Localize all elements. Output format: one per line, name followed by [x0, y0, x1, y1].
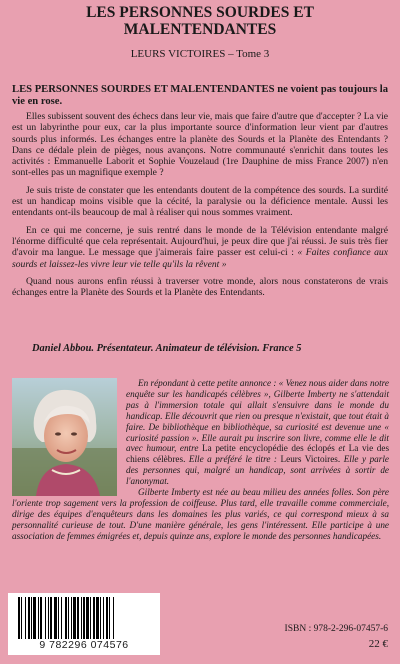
barcode-bar — [18, 597, 20, 639]
barcode-bar — [25, 597, 26, 639]
author-photo — [12, 378, 122, 496]
barcode-bar — [109, 597, 110, 639]
bio-1g: Elle y parle des personnes qui, malgré un handicap, sont arrivées à sortir de l'anonymat. — [126, 454, 389, 487]
bio-book-1: La petite encyclopédie des éclopés — [202, 443, 335, 454]
barcode-bar — [81, 597, 82, 639]
barcode-bar — [73, 597, 76, 639]
paragraph-2: Je suis triste de constater que les entendants doutent de la compétence des sourds. La surdité est un handicap moins visible que la cécité, la paralysie ou la déficience mentale. Aussi les entendants ont-ils beaucoup de mal à réaliser qui nous sommes vraiment. — [12, 184, 388, 219]
paragraph-3-text: En ce qui me concerne, je suis rentré dans le monde de la Télévision entendante malgré l'énorme difficulté que cela représentait. Aujourd'hui, je peux dire que j'ai réussi. Je suis très fier d'avoir ma langue. Le message que j'aimerais faire passer est celui-ci : — [12, 224, 388, 259]
barcode-bar — [93, 597, 95, 639]
barcode-bar — [50, 597, 52, 639]
barcode-bar — [68, 597, 69, 639]
bio-1e: Elle a préféré le titre : — [185, 454, 281, 465]
barcode-bar — [65, 597, 67, 639]
barcode-bar — [58, 597, 59, 639]
bio-book-2: La vie des chiens célèbres. — [126, 443, 390, 465]
barcode-bar — [113, 597, 114, 639]
barcode-bar — [61, 597, 62, 639]
book-title — [0, 4, 400, 38]
barcode-bar — [103, 597, 104, 639]
barcode-bar — [54, 597, 57, 639]
title-line-1: LES PERSONNES SOURDES ET — [86, 4, 314, 21]
barcode-bar — [40, 597, 42, 639]
barcode-bar — [77, 597, 79, 639]
author-photo-image — [12, 378, 117, 496]
barcode-bar — [90, 597, 91, 639]
barcode-bar — [33, 597, 36, 639]
quote-text: « Faites confiance aux sourds et laissez-les vivre leur vie telle qu'ils la rêvent » — [12, 247, 388, 270]
paragraph-4: Quand nous aurons enfin réussi à traverser votre monde, alors nous constaterons de vrais échanges entre la Planète des Sourds et la Planète des Entendants. — [12, 275, 388, 299]
barcode-bar — [45, 597, 46, 639]
bio-paragraph-2: Gilberte Imberty est née au beau milieu des années folles. Son père l'oriente trop sagement vers la profession de coiffeuse. Plus tard, elle travaille comme commerciale, dirige des équipes d'enquêteurs dans les domaines les plus variés, ce qui correspond mieux à sa personnalité curieuse de tout. D'une manière générale, les gens l'intéressent. Elle participe à une association de femmes émigrées et, depuis quinze ans, explore le monde des personnes handicapées. — [12, 487, 389, 541]
barcode-bar — [86, 597, 89, 639]
barcode-bar — [21, 597, 22, 639]
barcode-bar — [31, 597, 32, 639]
barcode-bar — [100, 597, 101, 639]
bio-1a: En répondant à cette petite annonce : « Venez nous aider dans notre enquête sur les handicapés célèbres », Gilberte Imberty ne s'attendait pas à l'immersion totale qui allait s'ensuivre dans le monde du handicap. Elle découvrit que rien ou presque n'existait, que tout était à faire. De bibliothèque en bibliothèque, sa curiosité est devenue une « curiosité passion ». Elle aurait pu inscrire son livre, comme elle le dit avec humour, entre — [126, 378, 389, 454]
barcode-bar — [28, 597, 30, 639]
barcode-bar — [71, 597, 72, 639]
lead-paragraph — [12, 84, 388, 108]
lead-bold: LES PERSONNES SOURDES ET MALENTENDANTES — [12, 84, 275, 95]
preface-text — [12, 84, 388, 304]
barcode-bar — [83, 597, 85, 639]
author-bio — [12, 378, 389, 542]
bio-book-3: Leurs Victoires. — [280, 454, 341, 465]
barcode-bar — [38, 597, 39, 639]
barcode-bars — [14, 597, 154, 639]
title-line-2: MALENTENDANTES — [123, 21, 277, 38]
paragraph-3 — [12, 225, 388, 270]
price: 22 € — [368, 638, 388, 650]
barcode-number: 9 782296 074576 — [39, 639, 129, 651]
barcode-bar — [48, 597, 49, 639]
isbn: ISBN : 978-2-296-07457-6 — [284, 624, 388, 634]
bio-1c: et — [334, 443, 349, 454]
book-subtitle: LEURS VICTOIRES – Tome 3 — [130, 48, 270, 60]
signature: Daniel Abbou. Présentateur. Animateur de télévision. France 5 — [32, 343, 302, 354]
barcode — [8, 593, 160, 655]
paragraph-1: Elles subissent souvent des échecs dans leur vie, mais que faire d'autre que d'accepter ? La vie est un labyrinthe pour eux, car la plus importante source d'information leur vient par d'autres sourds plus informés. Les échanges entre la planète des Sourds et la Planète des Entendants ? Dans ce dédale plein de pièges, nous avançons. Notre communauté s'enrichit dans toutes les activités : Emmanuelle Laborit et Sophie Vouzelaud (1re Dauphine de miss France 2007) n'en sont-elles pas un magnifique exemple ? — [12, 111, 388, 179]
barcode-bar — [106, 597, 108, 639]
lead-rest: ne voient pas toujours la vie en rose. — [12, 84, 388, 107]
barcode-bar — [96, 597, 99, 639]
